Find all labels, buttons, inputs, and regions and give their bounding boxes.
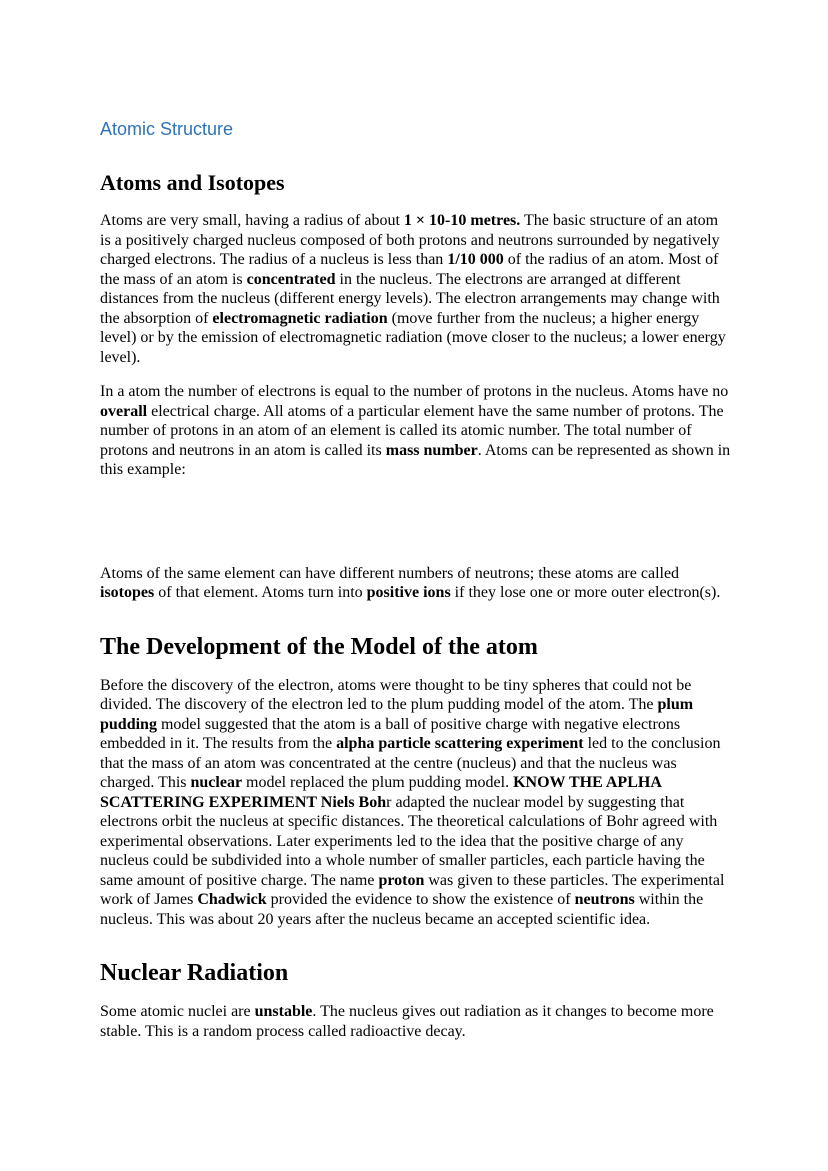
text-run: Atoms of the same element can have different numbers of neutrons; these atoms are called: [100, 564, 680, 582]
text-run: provided the evidence to show the existence of: [266, 891, 575, 908]
figure-placeholder: [100, 495, 732, 549]
text-run: r adapted the nuclear model by suggesting that electrons orbit the nucleus at specific distances. The theoretical calculations of Bohr agreed with experimental observations. Later experiments led to the idea that the positive charge of any nucleus could be subdivided into a whole number of smaller particles, each particle having the same amount of positive charge. The name: [100, 793, 718, 889]
bold-text-run: proton: [378, 871, 425, 889]
bold-text-run: neutrons: [574, 891, 635, 908]
bold-text-run: 1 × 10-10 metres.: [403, 212, 521, 229]
bold-text-run: alpha particle scattering experiment: [336, 735, 584, 752]
text-run: model suggested that the atom is a ball of positive charge with negative electrons embedded in it. The results from the: [100, 715, 681, 752]
bold-text-run: positive ions: [366, 584, 451, 601]
section-heading: Atoms and Isotopes: [100, 170, 285, 195]
bold-text-run: 1/10 000: [447, 251, 504, 268]
document-content: [100, 118, 732, 1041]
paragraph: [100, 211, 732, 367]
text-run: Before the discovery of the electron, atoms were thought to be tiny spheres that could not be divided. The discovery of the electron led to the plum pudding model of the atom. The: [100, 676, 692, 713]
bold-text-run: electromagnetic radiation: [212, 309, 388, 327]
text-run: if they lose one or more outer electron(s).: [450, 584, 721, 601]
bold-text-run: concentrated: [246, 270, 336, 288]
text-run: Atoms are very small, having a radius of about: [100, 212, 404, 229]
bold-text-run: nuclear: [190, 774, 243, 791]
text-run: electrical charge. All atoms of a particular element have the same number of protons. The number of protons in an atom of an element is called its atomic number. The total number of protons and neutrons in an atom is called its: [100, 402, 724, 459]
text-run: . Atoms can be represented as shown in this example:: [100, 441, 731, 478]
bold-text-run: Chadwick: [197, 891, 267, 908]
bold-text-run: overall: [100, 402, 148, 420]
bold-text-run: KNOW THE APLHA SCATTERING EXPERIMENT Niels Boh: [100, 774, 661, 811]
text-run: Some atomic nuclei are: [100, 1003, 255, 1020]
bold-text-run: mass number: [385, 441, 478, 459]
text-run: . The nucleus gives out radiation as it changes to become more stable. This is a random process called radioactive decay.: [100, 1003, 714, 1040]
text-run: of the radius of an atom. Most of the mass of an atom is: [100, 251, 719, 288]
text-run: (move further from the nucleus; a higher energy level) or by the emission of electromagnetic radiation (move closer to the nucleus; a lower energy level).: [100, 309, 726, 366]
text-run: led to the conclusion that the mass of an atom was concentrated at the centre (nucleus) and that the nucleus was charged. This: [100, 735, 721, 791]
document-title: Atomic Structure: [100, 119, 234, 139]
section-heading: The Development of the Model of the atom: [100, 633, 538, 660]
paragraph: [100, 676, 732, 930]
paragraph: [100, 564, 732, 603]
bold-text-run: isotopes: [100, 584, 155, 601]
text-run: The basic structure of an atom is a positively charged nucleus composed of both protons and neutrons surrounded by negatively charged electrons. The radius of a nucleus is less than: [100, 212, 720, 268]
text-run: within the nucleus. This was about 20 years after the nucleus became an accepted scientific idea.: [100, 891, 704, 928]
paragraph: [100, 1002, 732, 1041]
text-run: In a atom the number of electrons is equal to the number of protons in the nucleus. Atoms have no: [100, 383, 729, 400]
bold-text-run: unstable: [254, 1003, 313, 1020]
bold-text-run: plum pudding: [100, 696, 694, 733]
text-run: model replaced the plum pudding model.: [242, 774, 514, 791]
paragraph: [100, 382, 732, 480]
section-heading: Nuclear Radiation: [100, 960, 289, 986]
text-run: in the nucleus. The electrons are arranged at different distances from the nucleus (different energy levels). The electron arrangements may change with the absorption of: [100, 270, 720, 327]
text-run: was given to these particles. The experimental work of James: [100, 871, 725, 908]
text-run: of that element. Atoms turn into: [154, 584, 367, 601]
